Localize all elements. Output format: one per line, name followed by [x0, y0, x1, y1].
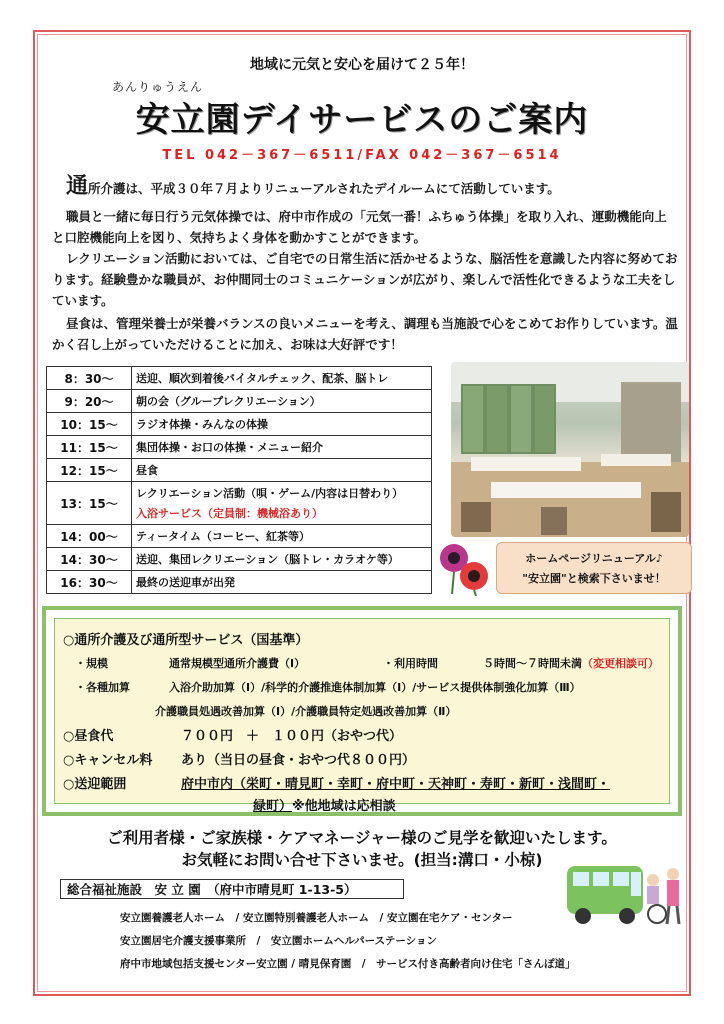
intro-initial: 通 [66, 174, 89, 199]
welcome-line-2: お気軽にお問い合せ下さいませ。(担当:溝口・小椋) [181, 851, 543, 869]
service-info-inner [54, 618, 670, 814]
welcome-line-1: ご利用者様・ご家族様・ケアマネージャー様のご見学を歓迎いたします。 [107, 829, 617, 847]
facility-list-2: 安立園居宅介護支援事業所 / 安立園ホームヘルパーステーション [120, 935, 437, 947]
hours-value-text: ５時間～７時間未満 [483, 657, 582, 670]
schedule-time: 9：20～ [47, 390, 132, 413]
dayroom-photo [451, 362, 689, 537]
scale-label: ・規模 [75, 657, 108, 670]
schedule-desc: ラジオ体操・みんなの体操 [132, 413, 432, 436]
transport-value-2-text: 緑町） [253, 799, 293, 814]
schedule-time: 12：15～ [47, 459, 132, 482]
intro-paragraph-4: 昼食は、管理栄養士が栄養バランスの良いメニューを考え、調理も当施設で心をこめてお作りしています。温かく召し上がっていただけることに加え、お味は大好評です！ [52, 316, 678, 352]
schedule-desc: 送迎、順次到着後バイタルチェック、配茶、脳トレ [132, 367, 432, 390]
facility-name: 総合福祉施設 安 立 園 （府中市晴見町 1-13-5） [60, 879, 404, 899]
facility-list-1: 安立園養護老人ホーム / 安立園特別養護老人ホーム / 安立園在宅ケア・センター [120, 912, 513, 924]
bath-service-note: 入浴サービス（定員制：機械浴あり） [136, 507, 323, 520]
schedule-time: 14：30～ [47, 548, 132, 571]
shuttle-bus-illustration-icon [565, 860, 685, 932]
intro-paragraph-1 [52, 176, 678, 199]
schedule-desc: 昼食 [132, 459, 432, 482]
schedule-time: 13：15～ [47, 482, 132, 525]
schedule-desc: ティータイム（コーヒー、紅茶等） [132, 525, 432, 548]
schedule-desc: 最終の送迎車が出発 [132, 571, 432, 594]
tel-fax: TEL 042－367－6511/FAX 042－367－6514 [162, 148, 562, 163]
schedule-table [46, 366, 432, 594]
schedule-row [47, 459, 432, 482]
scale-value: 通常規模型通所介護費（Ⅰ） [169, 657, 306, 670]
hours-value [483, 655, 659, 671]
page-title: 安立園デイサービスのご案内 [135, 100, 589, 140]
schedule-desc: 送迎、集団レクリエーション（脳トレ・カラオケ等） [132, 548, 432, 571]
schedule-row [47, 390, 432, 413]
addons-value: 入浴介助加算（Ⅰ）/科学的介護推進体制加算（Ⅰ）/サービス提供体制強化加算（Ⅲ） [169, 681, 581, 694]
schedule-row [47, 413, 432, 436]
service-info-box [42, 606, 682, 816]
hours-label: ・利用時間 [383, 657, 438, 670]
homepage-line-1: ホームページリニューアル♪ [525, 552, 663, 565]
schedule-row [47, 482, 432, 525]
homepage-line-2: "安立園"と検索下さいませ！ [522, 572, 666, 585]
transport-label: ○送迎範囲 [63, 777, 127, 792]
cancel-value: あり（当日の昼食・おやつ代８００円） [181, 753, 416, 768]
facility-list-3: 府中市地域包括支援センター安立園 / 晴見保育園 / サービス付き高齢者向け住宅「さんぽ道」 [120, 958, 576, 970]
schedule-time: 8：30～ [47, 367, 132, 390]
hours-note: （変更相談可） [582, 657, 659, 670]
transport-value: 府中市内（栄町・晴見町・幸町・府中町・天神町・寿町・新町・浅間町・ [181, 777, 611, 792]
schedule-desc: 集団体操・お口の体操・メニュー紹介 [132, 436, 432, 459]
tagline: 地域に元気と安心を届けて２５年！ [250, 57, 474, 73]
schedule-desc [132, 482, 432, 525]
schedule-time: 14：00～ [47, 525, 132, 548]
cancel-label: ○キャンセル料 [63, 753, 153, 768]
lunch-value: ７００円 ＋ １００円（おやつ代） [181, 729, 403, 744]
schedule-time: 10：15～ [47, 413, 132, 436]
intro-paragraph-3: レクリエーション活動においては、ご自宅での日常生活に活かせるような、脳活性を意識した内容に努めております。経験豊かな職員が、お仲間同士のコミュニケーションが広がり、楽しんで活性化できるような工夫をしています。 [52, 251, 678, 308]
lunch-label: ○昼食代 [63, 729, 114, 744]
schedule-time: 16：30～ [47, 571, 132, 594]
service-heading: ○通所介護及び通所型サービス（国基準） [63, 633, 309, 648]
anemone-flowers-icon [436, 540, 492, 596]
homepage-notice [496, 542, 692, 594]
schedule-time: 11：15～ [47, 436, 132, 459]
schedule-row [47, 436, 432, 459]
intro-paragraph-2: 職員と一緒に毎日行う元気体操では、府中市作成の「元気一番！ふちゅう体操」を取り入れ、運動機能向上と口腔機能向上を図り、気持ちよく身体を動かすことができます。 [52, 209, 667, 245]
addons-label: ・各種加算 [75, 681, 130, 694]
title-furigana: あんりゅうえん [112, 80, 204, 94]
transport-note: ※他地域は応相談 [292, 799, 396, 814]
transport-value-2 [253, 795, 396, 814]
schedule-row [47, 548, 432, 571]
addons-value-2: 介護職員処遇改善加算（Ⅰ）/介護職員特定処遇改善加算（Ⅱ） [155, 705, 457, 718]
schedule-desc-line: レクリエーション活動（唄・ゲーム/内容は日替わり） [136, 487, 404, 500]
schedule-row [47, 367, 432, 390]
schedule-desc: 朝の会（グループレクリエーション） [132, 390, 432, 413]
schedule-row [47, 571, 432, 594]
intro-p1-text: 所介護は、平成３０年７月よりリニューアルされたデイルームにて活動しています。 [88, 181, 560, 196]
schedule-row [47, 525, 432, 548]
